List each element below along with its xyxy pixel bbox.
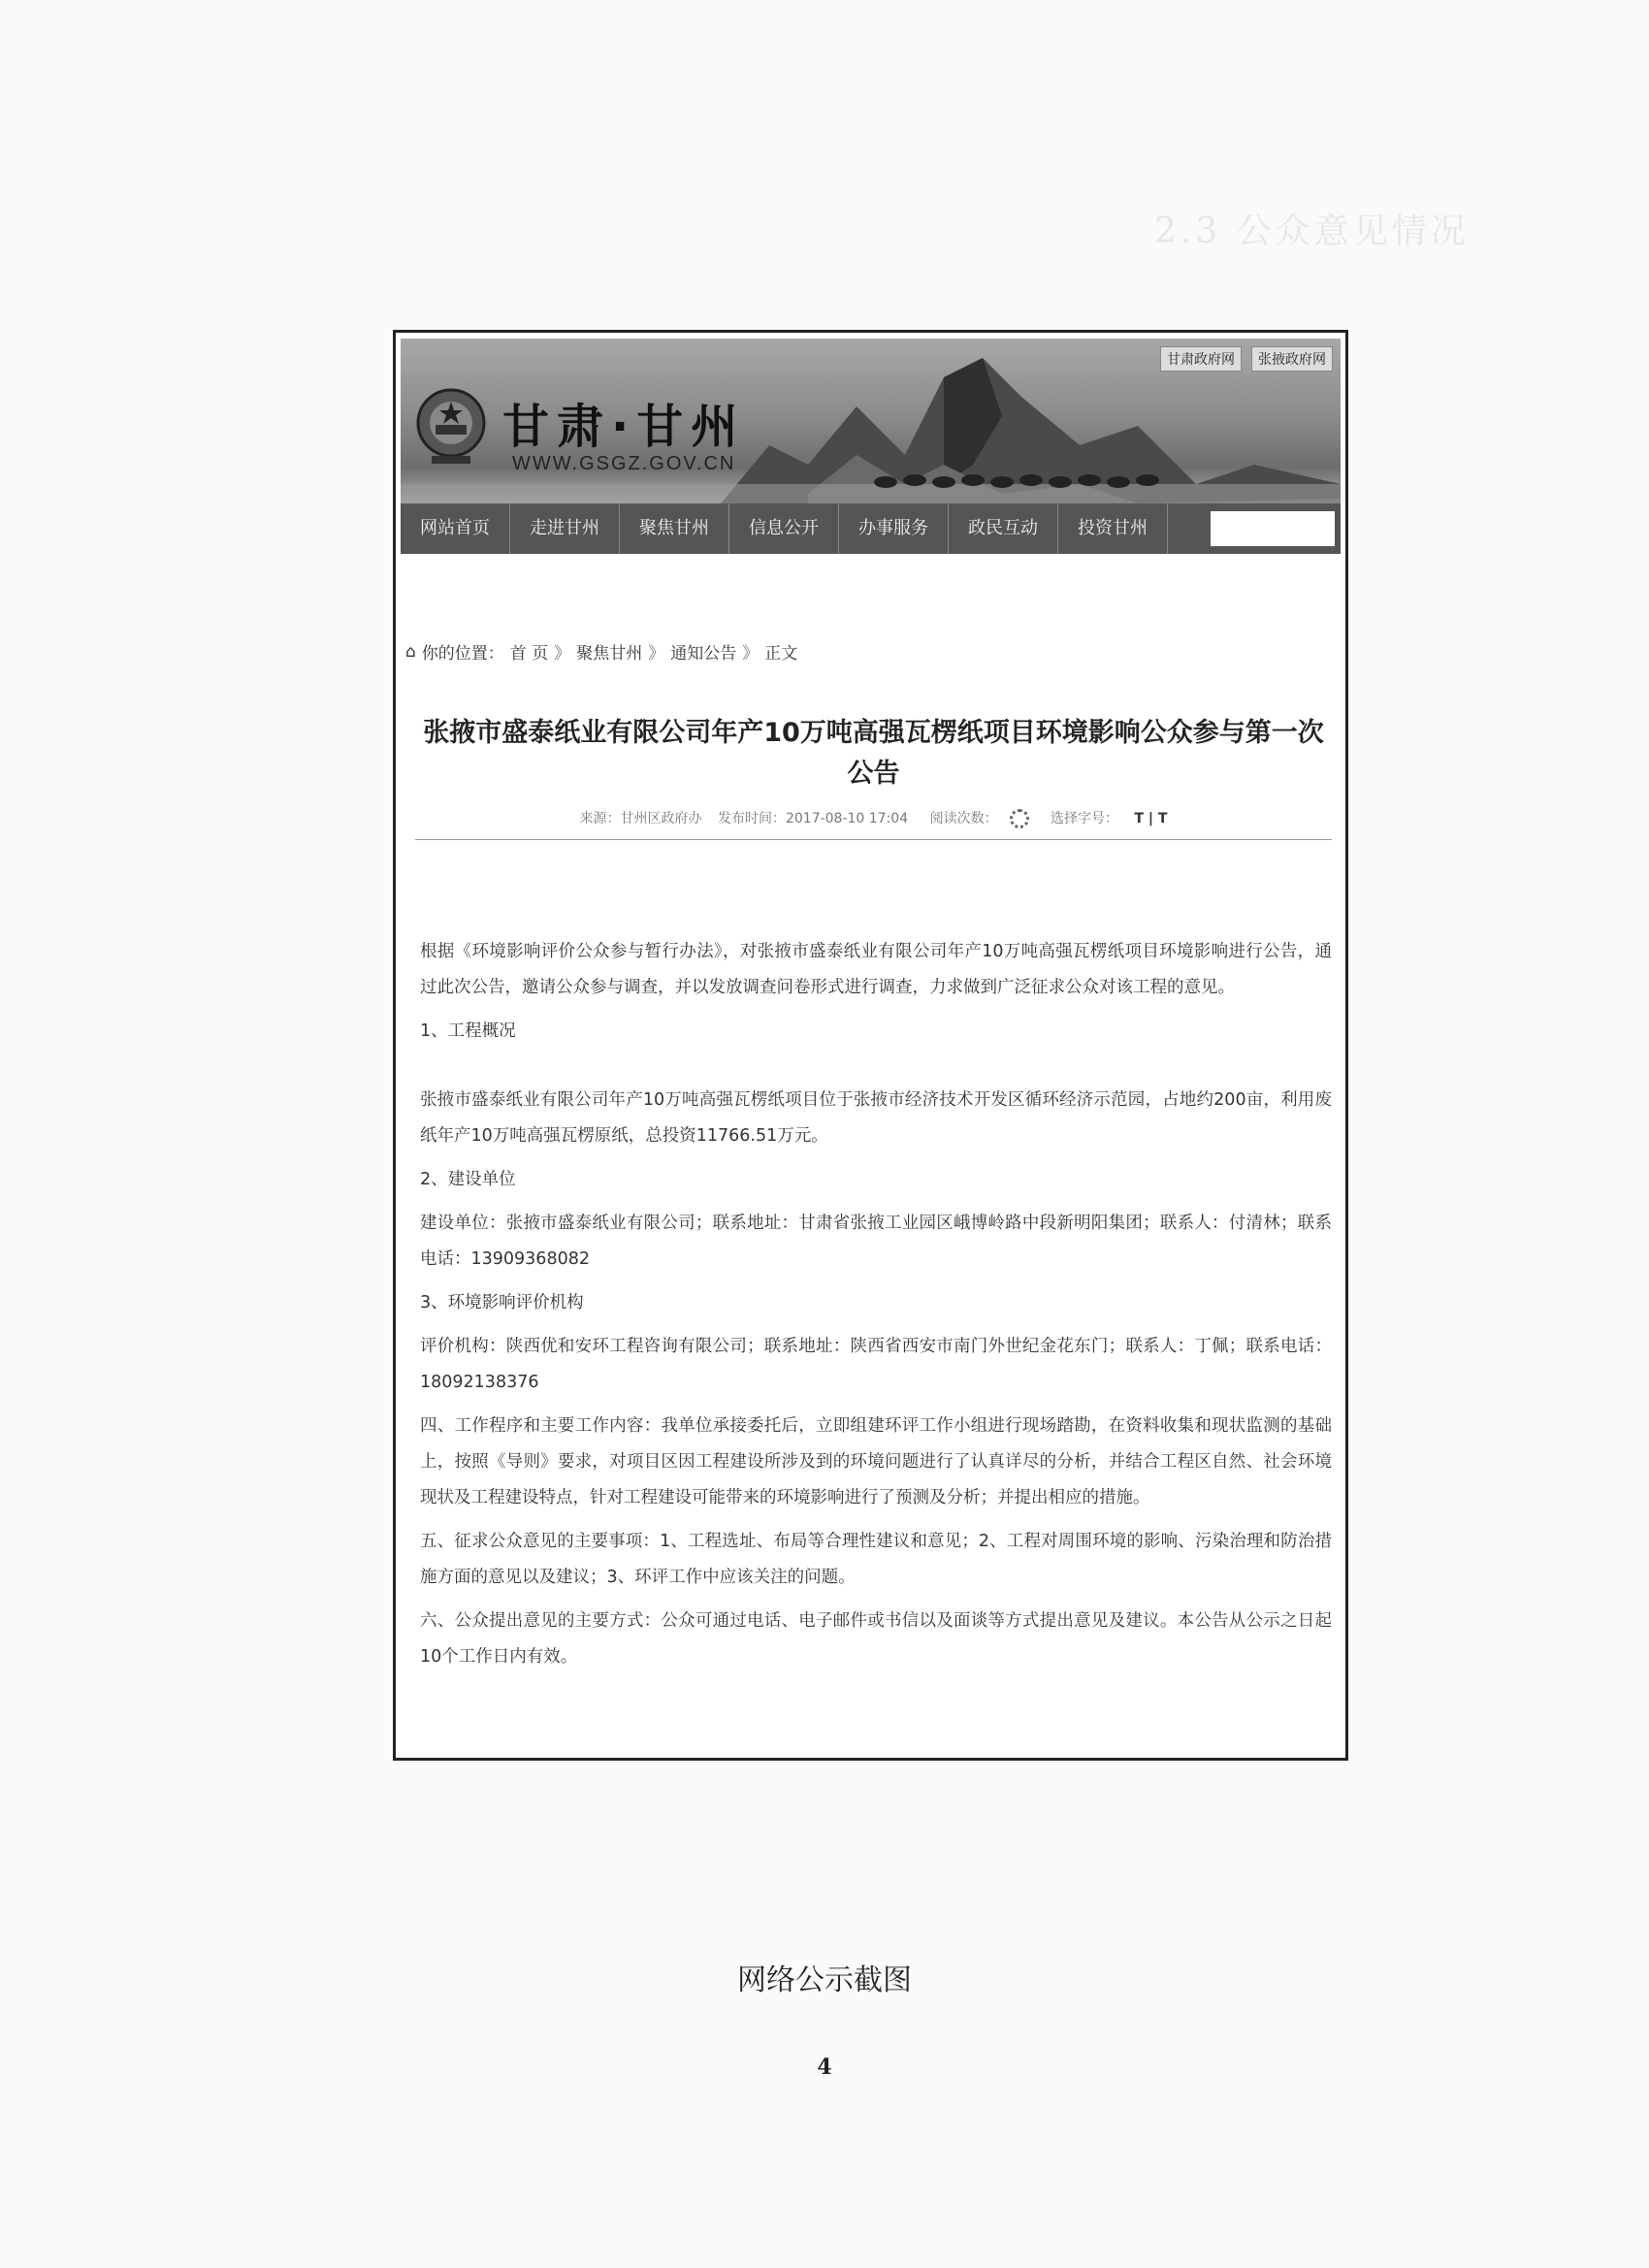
paragraph-methods: 六、公众提出意见的主要方式：公众可通过电话、电子邮件或书信以及面谈等方式提出意见及建议。本公告从公示之日起10个工作日内有效。 (420, 1611, 1332, 1667)
paragraph-procedure: 四、工作程序和主要工作内容：我单位承接委托后，立即组建环评工作小组进行现场踏勘，在资料收集和现状监测的基础上，按照《导则》要求，对项目区因工程建设所涉及到的环境问题进行了认真详尽的分析，并结合工程区自然、社会环境现状及工程建设特点，针对工程建设可能带来的环境影响进行了预测及分析；并提出相应的措施。 (420, 1416, 1332, 1507)
meta-reads: 阅读次数： (924, 811, 1035, 826)
nav-info-disclosure[interactable]: 信息公开 (729, 503, 839, 554)
paragraph-overview: 张掖市盛泰纸业有限公司年产10万吨高强瓦楞纸项目位于张掖市经济技术开发区循环经济示范园，占地约200亩，利用废纸年产10万吨高强瓦楞原纸，总投资11766.51万元。 (420, 1090, 1332, 1146)
gansu-gov-link[interactable]: 甘肃政府网 (1160, 346, 1242, 372)
home-icon: ⌂ (405, 641, 416, 662)
nav-home[interactable]: 网站首页 (401, 503, 510, 554)
nav-focus-ganzhou[interactable]: 聚焦甘州 (620, 503, 729, 554)
figure-caption: 网络公示截图 (737, 1963, 912, 1997)
nav-about-ganzhou[interactable]: 走进甘州 (510, 503, 620, 554)
nav-services[interactable]: 办事服务 (839, 503, 949, 554)
breadcrumb-notices[interactable]: 通知公告 (670, 644, 737, 664)
breadcrumb-current: 正文 (764, 644, 798, 664)
breadcrumb-separator: 》 (554, 644, 571, 664)
paragraph-intro: 根据《环境影响评价公众参与暂行办法》，对张掖市盛泰纸业有限公司年产10万吨高强瓦楞纸项目环境影响进行公告，通过此次公告，邀请公众参与调查，并以发放调查问卷形式进行调查，力求做到广泛征求公众对该工程的意见。 (420, 942, 1332, 997)
site-title: 甘肃·甘州 (502, 400, 746, 454)
breadcrumb-separator: 》 (742, 644, 760, 664)
faded-section-heading: 2.3 公众意见情况 (1154, 211, 1470, 251)
national-emblem-icon (412, 382, 490, 470)
site-banner (401, 339, 1341, 554)
breadcrumb-focus[interactable]: 聚焦甘州 (576, 644, 643, 664)
nav-investment[interactable]: 投资甘州 (1058, 503, 1168, 554)
meta-published: 发布时间：2017-08-10 17:04 (717, 811, 909, 826)
paragraph-evaluator: 评价机构：陕西优和安环工程咨询有限公司；联系地址：陕西省西安市南门外世纪金花东门；联系人：丁佩；联系电话：18092138376 (420, 1337, 1332, 1392)
paragraph-builder: 建设单位：张掖市盛泰纸业有限公司；联系地址：甘肃省张掖工业园区峨博岭路中段新明阳集团；联系人：付清林；联系电话：13909368082 (420, 1214, 1332, 1269)
article-title: 张掖市盛泰纸业有限公司年产10万吨高强瓦楞纸项目环境影响公众参与第一次公告 (423, 718, 1324, 789)
article-body (420, 934, 1332, 1683)
heading-evaluator: 3、环境影响评价机构 (420, 1293, 584, 1312)
heading-builder: 2、建设单位 (420, 1170, 516, 1189)
meta-font-size: 选择字号： (1051, 811, 1119, 826)
meta-source: 来源：甘州区政府办 (579, 811, 702, 826)
paragraph-matters: 五、征求公众意见的主要事项：1、工程选址、布局等合理性建议和意见；2、工程对周围环境的影响、污染治理和防治措施方面的意见以及建议；3、环评工作中应该关注的问题。 (420, 1532, 1332, 1587)
breadcrumb-home[interactable]: 首 页 (509, 644, 549, 664)
nav-interaction[interactable]: 政民互动 (949, 503, 1058, 554)
zhangye-gov-link[interactable]: 张掖政府网 (1251, 346, 1333, 372)
main-navigation (401, 503, 1341, 554)
font-size-toggle[interactable]: T | T (1134, 811, 1168, 826)
heading-overview: 1、工程概况 (420, 1021, 516, 1041)
webpage-screenshot (393, 330, 1348, 1761)
site-url: WWW.GSGZ.GOV.CN (512, 453, 736, 474)
breadcrumb-separator: 》 (648, 644, 665, 664)
nav-search-box[interactable] (1211, 511, 1335, 546)
top-links (1160, 346, 1333, 372)
breadcrumb (405, 639, 797, 664)
article-meta (396, 808, 1348, 828)
breadcrumb-prefix: 你的位置： (421, 644, 504, 664)
divider (415, 839, 1332, 840)
page-number: 4 (817, 2055, 832, 2080)
loading-icon (1010, 809, 1029, 828)
